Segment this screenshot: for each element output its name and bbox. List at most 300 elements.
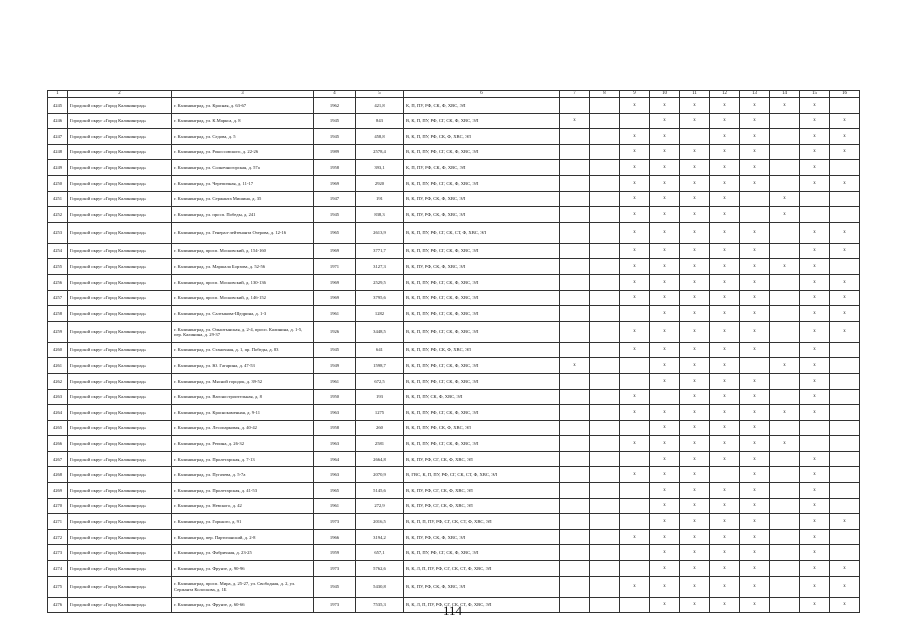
mark-cell-7 — [560, 576, 590, 597]
mark-cell-15: x — [800, 545, 830, 561]
district-cell: Городской округ «Город Калининград» — [68, 274, 172, 290]
mark-cell-8 — [590, 561, 620, 577]
mark-cell-13: x — [740, 467, 770, 483]
table-row — [48, 321, 860, 342]
works-list-cell: В, К, П, ПУ, СК, Ф, ХВС, ЭЛ — [404, 389, 560, 405]
mark-cell-9: x — [620, 274, 650, 290]
year-cell: 1945 — [314, 113, 356, 129]
mark-cell-9 — [620, 113, 650, 129]
mark-cell-10: x — [650, 451, 680, 467]
mark-cell-15: x — [800, 529, 830, 545]
works-list-cell: В, К, ПУ, РФ, СК, Ф, ХВС, ЭЛ — [404, 191, 560, 207]
district-cell: Городской округ «Город Калининград» — [68, 306, 172, 322]
mark-cell-10: x — [650, 514, 680, 530]
mark-cell-9: x — [620, 129, 650, 145]
mark-cell-7 — [560, 175, 590, 191]
area-cell: 5762,6 — [356, 561, 404, 577]
table-row — [48, 274, 860, 290]
area-cell: 2529,5 — [356, 274, 404, 290]
district-cell: Городской округ «Город Калининград» — [68, 514, 172, 530]
mark-cell-13: x — [740, 113, 770, 129]
works-list-cell: В, К, ПУ, РФ, СК, Ф, ХВС, ЭЛ — [404, 529, 560, 545]
mark-cell-8 — [590, 483, 620, 499]
mark-cell-12: x — [710, 144, 740, 160]
mark-cell-14: x — [770, 405, 800, 421]
mark-cell-15: x — [800, 243, 830, 259]
area-cell: 672,5 — [356, 373, 404, 389]
mark-cell-10: x — [650, 576, 680, 597]
mark-cell-14: x — [770, 358, 800, 374]
mark-cell-14 — [770, 373, 800, 389]
mark-cell-12: x — [710, 222, 740, 243]
works-list-cell: В, К, П, ПУ, РФ, СК, Ф, ХВС, ЭЛ — [404, 129, 560, 145]
mark-cell-13: x — [740, 405, 770, 421]
row-number: 4264 — [48, 405, 68, 421]
mark-cell-9 — [620, 498, 650, 514]
table-row — [48, 160, 860, 176]
year-cell: 1945 — [314, 576, 356, 597]
mark-cell-16 — [830, 451, 860, 467]
mark-cell-12 — [710, 467, 740, 483]
mark-cell-11: x — [680, 222, 710, 243]
address-cell: г. Калининград, ул. Ольштынская, д. 2-4, просп. Калинина, д. 1-5, пер. Калинина, д. 29-37 — [172, 321, 314, 342]
address-cell: г. Калининград, ул. Пролетарская, д. 41-53 — [172, 483, 314, 499]
mark-cell-11: x — [680, 321, 710, 342]
area-cell: 843 — [356, 113, 404, 129]
mark-cell-8 — [590, 144, 620, 160]
district-cell: Городской округ «Город Калининград» — [68, 243, 172, 259]
address-cell: г. Калининград, ул. Черепичная, д. 11-17 — [172, 175, 314, 191]
mark-cell-16: x — [830, 576, 860, 597]
mark-cell-11: x — [680, 498, 710, 514]
area-cell: 3448,5 — [356, 321, 404, 342]
mark-cell-8 — [590, 436, 620, 452]
mark-cell-8 — [590, 529, 620, 545]
table-row — [48, 529, 860, 545]
mark-cell-13: x — [740, 498, 770, 514]
mark-cell-14 — [770, 290, 800, 306]
address-cell: г. Калининград, ул. Фрунзе, д. 90-96 — [172, 561, 314, 577]
mark-cell-13: x — [740, 545, 770, 561]
mark-cell-10: x — [650, 160, 680, 176]
row-number: 4249 — [48, 160, 68, 176]
row-number: 4252 — [48, 207, 68, 223]
mark-cell-11: x — [680, 545, 710, 561]
district-cell: Городской округ «Город Калининград» — [68, 222, 172, 243]
address-cell: г. Калининград, ул. Салтыкова-Щедрина, д. 1-3 — [172, 306, 314, 322]
table-row — [48, 306, 860, 322]
mark-cell-10: x — [650, 290, 680, 306]
row-number: 4268 — [48, 467, 68, 483]
mark-cell-9: x — [620, 467, 650, 483]
table-row — [48, 420, 860, 436]
mark-cell-12: x — [710, 306, 740, 322]
mark-cell-10: x — [650, 144, 680, 160]
area-cell: 458,8 — [356, 129, 404, 145]
mark-cell-7 — [560, 545, 590, 561]
works-list-cell: В, К, П, ПУ, РФ, СГ, СК, Ф, ХВС, ЭЛ — [404, 144, 560, 160]
mark-cell-13: x — [740, 483, 770, 499]
address-cell: г. Калининград, ул. Маршала Борзова, д. 52-56 — [172, 259, 314, 275]
mark-cell-13: x — [740, 160, 770, 176]
row-number: 4255 — [48, 259, 68, 275]
mark-cell-10: x — [650, 243, 680, 259]
mark-cell-16 — [830, 207, 860, 223]
mark-cell-7 — [560, 129, 590, 145]
mark-cell-15: x — [800, 113, 830, 129]
area-cell: 1282 — [356, 306, 404, 322]
mark-cell-10 — [650, 389, 680, 405]
mark-cell-14 — [770, 451, 800, 467]
row-number: 4258 — [48, 306, 68, 322]
row-number: 4260 — [48, 342, 68, 358]
works-list-cell: В, К, ПУ, РФ, СГ, СК, Ф, ХВС, ЭЛ — [404, 451, 560, 467]
mark-cell-16 — [830, 545, 860, 561]
mark-cell-16 — [830, 160, 860, 176]
table-row — [48, 290, 860, 306]
mark-cell-7 — [560, 243, 590, 259]
mark-cell-9 — [620, 358, 650, 374]
mark-cell-12: x — [710, 420, 740, 436]
mark-cell-9: x — [620, 321, 650, 342]
mark-cell-16 — [830, 358, 860, 374]
address-cell: г. Калининград, ул. Лесопарковая, д. 40-42 — [172, 420, 314, 436]
mark-cell-12: x — [710, 290, 740, 306]
address-cell: г. Калининград, ул. Пугачева, д. 5-7а — [172, 467, 314, 483]
area-cell: 7535,3 — [356, 597, 404, 613]
mark-cell-7 — [560, 98, 590, 114]
mark-cell-7: x — [560, 113, 590, 129]
row-number: 4253 — [48, 222, 68, 243]
mark-cell-10: x — [650, 436, 680, 452]
column-header-5: 5 — [356, 91, 404, 98]
mark-cell-7 — [560, 290, 590, 306]
mark-cell-16: x — [830, 222, 860, 243]
mark-cell-9: x — [620, 259, 650, 275]
mark-cell-11: x — [680, 436, 710, 452]
district-cell: Городской округ «Город Калининград» — [68, 498, 172, 514]
mark-cell-10: x — [650, 498, 680, 514]
mark-cell-16 — [830, 342, 860, 358]
mark-cell-7 — [560, 561, 590, 577]
address-cell: г. Калининград, ул. К.Маркса, д. 8 — [172, 113, 314, 129]
column-header-1: 1 — [48, 91, 68, 98]
mark-cell-12: x — [710, 129, 740, 145]
area-cell: 3127,3 — [356, 259, 404, 275]
district-cell: Городской округ «Город Калининград» — [68, 290, 172, 306]
mark-cell-12: x — [710, 175, 740, 191]
year-cell: 1945 — [314, 207, 356, 223]
mark-cell-15: x — [800, 467, 830, 483]
year-cell: 1961 — [314, 498, 356, 514]
column-header-9: 9 — [620, 91, 650, 98]
district-cell: Городской округ «Город Калининград» — [68, 561, 172, 577]
mark-cell-7 — [560, 483, 590, 499]
column-header-11: 11 — [680, 91, 710, 98]
district-cell: Городской округ «Город Калининград» — [68, 436, 172, 452]
mark-cell-15: x — [800, 514, 830, 530]
row-number: 4267 — [48, 451, 68, 467]
mark-cell-9: x — [620, 243, 650, 259]
mark-cell-11: x — [680, 160, 710, 176]
year-cell: 1963 — [314, 405, 356, 421]
mark-cell-13: x — [740, 321, 770, 342]
mark-cell-15: x — [800, 483, 830, 499]
mark-cell-13: x — [740, 306, 770, 322]
mark-cell-16: x — [830, 597, 860, 613]
mark-cell-13: x — [740, 129, 770, 145]
address-cell: г. Калининград, ул. Красная, д. 63-67 — [172, 98, 314, 114]
works-list-cell: В, К, П, ПУ, РФ, СГ, СК, Ф, ХВС, ЭЛ — [404, 545, 560, 561]
year-cell: 1947 — [314, 191, 356, 207]
area-cell: 2613,9 — [356, 222, 404, 243]
works-list-cell: В, К, Л, П, ПУ, РФ, СГ, СК, СТ, Ф, ХВС, ЭЛ — [404, 561, 560, 577]
mark-cell-8 — [590, 514, 620, 530]
mark-cell-12: x — [710, 529, 740, 545]
mark-cell-16: x — [830, 175, 860, 191]
mark-cell-11: x — [680, 514, 710, 530]
mark-cell-8 — [590, 420, 620, 436]
mark-cell-8 — [590, 129, 620, 145]
mark-cell-14: x — [770, 191, 800, 207]
address-cell: г. Калининград, ул. Генерал-лейтенанта Озерова, д. 12-16 — [172, 222, 314, 243]
mark-cell-12: x — [710, 358, 740, 374]
mark-cell-13: x — [740, 576, 770, 597]
mark-cell-14: x — [770, 207, 800, 223]
table-row — [48, 389, 860, 405]
district-cell: Городской округ «Город Калининград» — [68, 113, 172, 129]
year-cell: 1961 — [314, 373, 356, 389]
column-header-10: 10 — [650, 91, 680, 98]
area-cell: 193 — [356, 389, 404, 405]
address-cell: г. Калининград, ул. Репина, д. 26-32 — [172, 436, 314, 452]
mark-cell-16: x — [830, 321, 860, 342]
row-number: 4256 — [48, 274, 68, 290]
row-number: 4271 — [48, 514, 68, 530]
mark-cell-10: x — [650, 129, 680, 145]
mark-cell-16 — [830, 483, 860, 499]
mark-cell-9: x — [620, 175, 650, 191]
works-list-cell: В, К, П, ПУ, РФ, СК, Ф, ХВС, ЭЛ — [404, 342, 560, 358]
year-cell: 1950 — [314, 389, 356, 405]
mark-cell-14 — [770, 175, 800, 191]
mark-cell-14 — [770, 420, 800, 436]
row-number: 4266 — [48, 436, 68, 452]
mark-cell-15: x — [800, 321, 830, 342]
mark-cell-12: x — [710, 274, 740, 290]
mark-cell-11: x — [680, 243, 710, 259]
district-cell: Городской округ «Город Калининград» — [68, 129, 172, 145]
mark-cell-11: x — [680, 342, 710, 358]
mark-cell-16: x — [830, 561, 860, 577]
mark-cell-11: x — [680, 144, 710, 160]
works-list-cell: В, К, П, П, ПУ, РФ, СГ, СК, СТ, Ф, ХВС, ЭЛ — [404, 514, 560, 530]
mark-cell-8 — [590, 160, 620, 176]
mark-cell-14 — [770, 389, 800, 405]
mark-cell-15: x — [800, 373, 830, 389]
mark-cell-10: x — [650, 420, 680, 436]
district-cell: Городской округ «Город Калининград» — [68, 342, 172, 358]
mark-cell-10: x — [650, 306, 680, 322]
mark-cell-9 — [620, 306, 650, 322]
mark-cell-15: x — [800, 259, 830, 275]
works-list-cell: В, К, ПУ, РФ, СГ, СК, Ф, ХВС, ЭЛ — [404, 483, 560, 499]
table-row — [48, 243, 860, 259]
mark-cell-10: x — [650, 175, 680, 191]
mark-cell-11: x — [680, 389, 710, 405]
mark-cell-13 — [740, 358, 770, 374]
mark-cell-7: x — [560, 358, 590, 374]
mark-cell-10: x — [650, 98, 680, 114]
address-cell: г. Калининград, ул. Рокоссовского, д. 22-26 — [172, 144, 314, 160]
table-row — [48, 467, 860, 483]
year-cell: 1926 — [314, 321, 356, 342]
district-cell: Городской округ «Город Калининград» — [68, 451, 172, 467]
mark-cell-16: x — [830, 243, 860, 259]
mark-cell-11: x — [680, 529, 710, 545]
mark-cell-11: x — [680, 451, 710, 467]
mark-cell-14 — [770, 274, 800, 290]
mark-cell-11: x — [680, 207, 710, 223]
mark-cell-15: x — [800, 160, 830, 176]
year-cell: 1958 — [314, 420, 356, 436]
row-number: 4251 — [48, 191, 68, 207]
area-cell: 1275 — [356, 405, 404, 421]
mark-cell-10: x — [650, 358, 680, 374]
area-cell: 3771,7 — [356, 243, 404, 259]
table-row — [48, 98, 860, 114]
mark-cell-11: x — [680, 405, 710, 421]
mark-cell-8 — [590, 175, 620, 191]
mark-cell-15: x — [800, 451, 830, 467]
mark-cell-10: x — [650, 274, 680, 290]
mark-cell-7 — [560, 342, 590, 358]
mark-cell-12: x — [710, 113, 740, 129]
mark-cell-12: x — [710, 576, 740, 597]
table-row — [48, 259, 860, 275]
mark-cell-13: x — [740, 420, 770, 436]
area-cell: 3795,6 — [356, 290, 404, 306]
mark-cell-8 — [590, 373, 620, 389]
row-number: 4273 — [48, 545, 68, 561]
year-cell: 1973 — [314, 597, 356, 613]
mark-cell-13: x — [740, 222, 770, 243]
works-list-cell: В, К, ПУ, РФ, СК, Ф, ХВС, ЭЛ — [404, 259, 560, 275]
mark-cell-14: x — [770, 259, 800, 275]
mark-cell-14 — [770, 529, 800, 545]
district-cell: Городской округ «Город Калининград» — [68, 420, 172, 436]
address-cell: г. Калининград, ул. Фабричная, д. 23-25 — [172, 545, 314, 561]
mark-cell-16: x — [830, 129, 860, 145]
mark-cell-14 — [770, 483, 800, 499]
mark-cell-8 — [590, 113, 620, 129]
mark-cell-7 — [560, 259, 590, 275]
district-cell: Городской округ «Город Калининград» — [68, 467, 172, 483]
mark-cell-12: x — [710, 160, 740, 176]
mark-cell-11: x — [680, 561, 710, 577]
area-cell: 393,1 — [356, 160, 404, 176]
mark-cell-13: x — [740, 389, 770, 405]
year-cell: 1966 — [314, 529, 356, 545]
mark-cell-10: x — [650, 467, 680, 483]
district-cell: Городской округ «Город Калининград» — [68, 597, 172, 613]
mark-cell-12: x — [710, 545, 740, 561]
mark-cell-15 — [800, 191, 830, 207]
row-number: 4257 — [48, 290, 68, 306]
address-cell: г. Калининград, ул. Вагоностроительная, д. 8 — [172, 389, 314, 405]
row-number: 4247 — [48, 129, 68, 145]
year-cell: 1945 — [314, 342, 356, 358]
mark-cell-8 — [590, 306, 620, 322]
area-cell: 5145,6 — [356, 483, 404, 499]
mark-cell-14 — [770, 545, 800, 561]
mark-cell-7 — [560, 451, 590, 467]
column-header-12: 12 — [710, 91, 740, 98]
mark-cell-10: x — [650, 207, 680, 223]
mark-cell-16: x — [830, 290, 860, 306]
mark-cell-7 — [560, 529, 590, 545]
mark-cell-13: x — [740, 597, 770, 613]
works-list-cell: В, К, П, ПУ, РФ, СГ, СК, Ф, ХВС, ЭЛ — [404, 243, 560, 259]
mark-cell-16 — [830, 405, 860, 421]
mark-cell-9: x — [620, 405, 650, 421]
mark-cell-13: x — [740, 561, 770, 577]
area-cell: 2664,8 — [356, 451, 404, 467]
year-cell: 1945 — [314, 129, 356, 145]
mark-cell-12: x — [710, 389, 740, 405]
mark-cell-7 — [560, 436, 590, 452]
mark-cell-16 — [830, 259, 860, 275]
address-cell: г. Калининград, ул. Горького, д. 91 — [172, 514, 314, 530]
table-row — [48, 514, 860, 530]
row-number: 4272 — [48, 529, 68, 545]
mark-cell-8 — [590, 207, 620, 223]
year-cell: 1969 — [314, 290, 356, 306]
mark-cell-13: x — [740, 290, 770, 306]
mark-cell-7 — [560, 498, 590, 514]
mark-cell-7 — [560, 373, 590, 389]
row-number: 4274 — [48, 561, 68, 577]
district-cell: Городской округ «Город Калининград» — [68, 576, 172, 597]
year-cell: 1962 — [314, 98, 356, 114]
works-list-cell: В, ГВС, К, П, ПУ, РФ, СГ, СК, СТ, Ф, ХВС, ЭЛ — [404, 467, 560, 483]
mark-cell-9 — [620, 514, 650, 530]
mark-cell-10: x — [650, 561, 680, 577]
mark-cell-10: x — [650, 191, 680, 207]
area-cell: 2578,4 — [356, 144, 404, 160]
mark-cell-7 — [560, 191, 590, 207]
mark-cell-14 — [770, 113, 800, 129]
mark-cell-14 — [770, 160, 800, 176]
mark-cell-12: x — [710, 498, 740, 514]
mark-cell-7 — [560, 514, 590, 530]
mark-cell-12: x — [710, 405, 740, 421]
mark-cell-12: x — [710, 342, 740, 358]
mark-cell-8 — [590, 259, 620, 275]
table-row — [48, 576, 860, 597]
mark-cell-8 — [590, 274, 620, 290]
mark-cell-12: x — [710, 514, 740, 530]
mark-cell-11: x — [680, 259, 710, 275]
mark-cell-8 — [590, 358, 620, 374]
mark-cell-11: x — [680, 175, 710, 191]
mark-cell-9: x — [620, 144, 650, 160]
mark-cell-16: x — [830, 514, 860, 530]
mark-cell-11: x — [680, 373, 710, 389]
district-cell: Городской округ «Город Калининград» — [68, 175, 172, 191]
area-cell: 3194,2 — [356, 529, 404, 545]
works-list-cell: В, К, П, ПУ, РФ, СГ, СК, СТ, Ф, ХВС, ЭЛ — [404, 222, 560, 243]
